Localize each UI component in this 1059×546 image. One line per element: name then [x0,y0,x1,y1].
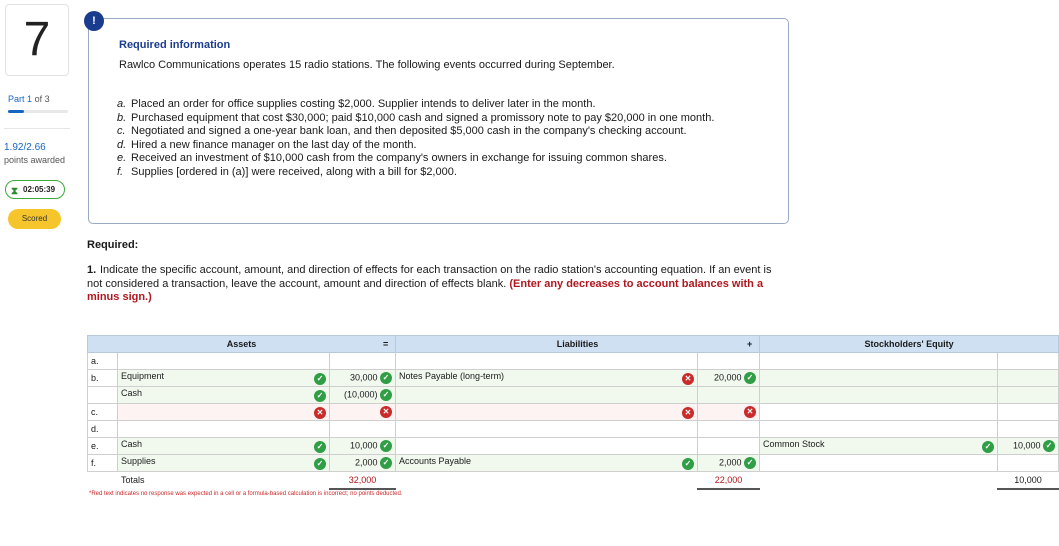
event-item [117,139,757,153]
equals-sign: = [383,339,389,349]
equity-amount-input[interactable] [998,404,1059,421]
liability-account-input[interactable] [396,455,698,472]
liabilities-total: 22,000 [698,472,760,489]
row-label: f. [88,455,118,472]
row-label: d. [88,421,118,438]
asset-amount-input[interactable] [330,438,396,455]
liability-amount-input[interactable] [698,370,760,387]
points-label: points awarded [4,155,66,165]
event-letter: a. [117,98,127,110]
asset-account-input[interactable] [118,353,330,370]
asset-amount-input[interactable] [330,404,396,421]
liabilities-header [383,336,760,353]
row-label: a. [88,353,118,370]
check-icon: ✓ [314,390,326,402]
asset-account-input[interactable] [118,455,330,472]
points-score: 1.92/2.66 [4,142,46,153]
equity-account-input[interactable] [760,387,998,404]
equity-amount-input[interactable] [998,421,1059,438]
required-emphasis: (Enter any decreases to account balances with a minus sign.) [87,277,764,303]
hourglass-icon: ⧗ [11,186,19,197]
equity-amount-input[interactable] [998,438,1059,455]
liabilities-label: Liabilities [556,339,599,349]
event-text: Placed an order for office supplies costing $2,000. Supplier intends to deliver later in the month. [131,98,596,110]
cell-value: 10,000 [1012,440,1041,451]
event-item [117,98,757,112]
equity-amount-input[interactable] [998,455,1059,472]
required-instructions [87,264,787,305]
required-information-box [88,18,789,224]
cell-value: Supplies [121,456,156,466]
event-text: Supplies [ordered in (a)] were received, along with a bill for $2,000. [131,165,457,178]
equity-account-input[interactable] [760,438,998,455]
liability-amount-input[interactable] [698,421,760,438]
equity-amount-input[interactable] [998,353,1059,370]
asset-amount-input[interactable] [330,353,396,370]
timer-value: 02:05:39 [23,185,56,194]
left-rail [0,0,75,546]
table-row [88,353,1059,370]
liability-amount-input[interactable] [698,387,760,404]
liability-account-input[interactable] [396,370,698,387]
info-intro: Rawlco Communications operates 15 radio stations. The following events occurred during September. [119,59,615,71]
event-item [117,112,757,126]
part-progress-fill [8,110,24,113]
equity-account-input[interactable] [760,404,998,421]
event-letter: c. [117,125,126,137]
liability-account-input[interactable] [396,353,698,370]
check-icon: ✓ [682,458,694,470]
row-label: e. [88,438,118,455]
error-icon: ✕ [682,373,694,385]
equity-account-input[interactable] [760,353,998,370]
check-icon: ✓ [744,457,756,469]
liability-amount-input[interactable] [698,404,760,421]
cell-value: 30,000 [349,372,378,383]
check-icon: ✓ [314,441,326,453]
question-number[interactable]: 7 [5,4,69,76]
event-letter: b. [117,111,127,124]
row-label: b. [88,370,118,387]
liability-amount-input[interactable] [698,438,760,455]
asset-account-input[interactable] [118,438,330,455]
table-row [88,387,1059,404]
cell-value: Cash [121,439,143,449]
alert-icon: ! [84,11,104,31]
event-item [117,125,757,139]
table-row [88,438,1059,455]
event-text: Hired a new finance manager on the last day of the month. [131,138,417,151]
liability-account-input[interactable] [396,421,698,438]
asset-amount-input[interactable] [330,370,396,387]
event-text: Purchased equipment that cost $30,000; paid $10,000 cash and signed a promissory note to pay $20,000 in one month. [131,111,715,124]
equity-amount-input[interactable] [998,387,1059,404]
error-icon: ✕ [380,406,392,418]
asset-amount-input[interactable] [330,455,396,472]
required-number: 1. [87,264,97,276]
check-icon: ✓ [380,440,392,452]
table-row [88,370,1059,387]
equity-label: Stockholders' Equity [864,339,954,349]
asset-account-input[interactable] [118,421,330,438]
totals-row [88,472,1059,489]
timer [5,180,65,199]
required-heading: Required: [87,239,139,251]
totals-label: Totals [118,472,330,489]
cell-value: Cash [121,388,143,398]
liability-account-input[interactable] [396,404,698,421]
plus-sign: + [747,339,753,349]
error-icon: ✕ [744,406,756,418]
check-icon: ✓ [314,373,326,385]
cell-value: 2,000 [718,457,742,468]
error-icon: ✕ [682,407,694,419]
cell-value: Equipment [121,371,165,381]
event-text: Received an investment of $10,000 cash from the company's owners in exchange for issuing common shares. [131,152,667,164]
accounting-equation-table [87,335,1059,490]
event-letter: e. [117,152,127,164]
part-value: 1 [27,94,33,104]
liability-account-input[interactable] [396,387,698,404]
row-label: c. [88,404,118,421]
check-icon: ✓ [314,458,326,470]
row-label [88,387,118,404]
cell-value: Common Stock [763,439,825,449]
scored-badge: Scored [8,209,61,229]
part-indicator [8,94,50,104]
liability-account-input[interactable] [396,438,698,455]
part-of: of 3 [34,94,50,104]
table-row [88,455,1059,472]
info-title: Required information [119,39,231,51]
spacer [760,472,998,489]
equity-account-input[interactable] [760,455,998,472]
table-row [88,421,1059,438]
part-label: Part [8,94,25,104]
cell-value: Notes Payable (long-term) [399,371,505,381]
assets-header: Assets [88,336,396,353]
required-text: Indicate the specific account, amount, and direction of effects for each transaction on the radio station's accounting equation. If an event is not considered a transaction, leave the account, amount and direction of effects blank. [87,264,772,290]
asset-account-input[interactable] [118,404,330,421]
equity-account-input[interactable] [760,421,998,438]
event-list [117,98,757,179]
equity-total: 10,000 [998,472,1059,489]
event-text: Negotiated and signed a one-year bank loan, and then deposited $5,000 cash in the company's checking account. [131,125,687,137]
asset-account-input[interactable] [118,370,330,387]
check-icon: ✓ [982,441,994,453]
header-row [88,336,1059,353]
check-icon: ✓ [380,457,392,469]
cell-value: 10,000 [349,440,378,451]
event-letter: d. [117,138,127,151]
liability-amount-input[interactable] [698,455,760,472]
row-label [88,472,118,489]
cell-value: Accounts Payable [399,456,472,466]
asset-amount-input[interactable] [330,421,396,438]
cell-value: 2,000 [354,457,378,468]
event-letter: f. [117,165,124,178]
cell-value: (10,000) [343,389,378,400]
check-icon: ✓ [1043,440,1055,452]
liability-amount-input[interactable] [698,353,760,370]
assets-total: 32,000 [330,472,396,489]
event-item [117,166,757,180]
spacer [396,472,698,489]
check-icon: ✓ [380,389,392,401]
asset-amount-input[interactable] [330,387,396,404]
check-icon: ✓ [380,372,392,384]
check-icon: ✓ [744,372,756,384]
rail-divider [4,128,70,129]
footnote: *Red text indicates no response was expected in a cell or a formula-based calculation is incorrect; no points deducted. [89,491,403,497]
equity-account-input[interactable] [760,370,998,387]
equity-header [747,336,1059,353]
equity-amount-input[interactable] [998,370,1059,387]
cell-value: 20,000 [713,372,742,383]
table-row [88,404,1059,421]
error-icon: ✕ [314,407,326,419]
asset-account-input[interactable] [118,387,330,404]
event-item [117,152,757,166]
